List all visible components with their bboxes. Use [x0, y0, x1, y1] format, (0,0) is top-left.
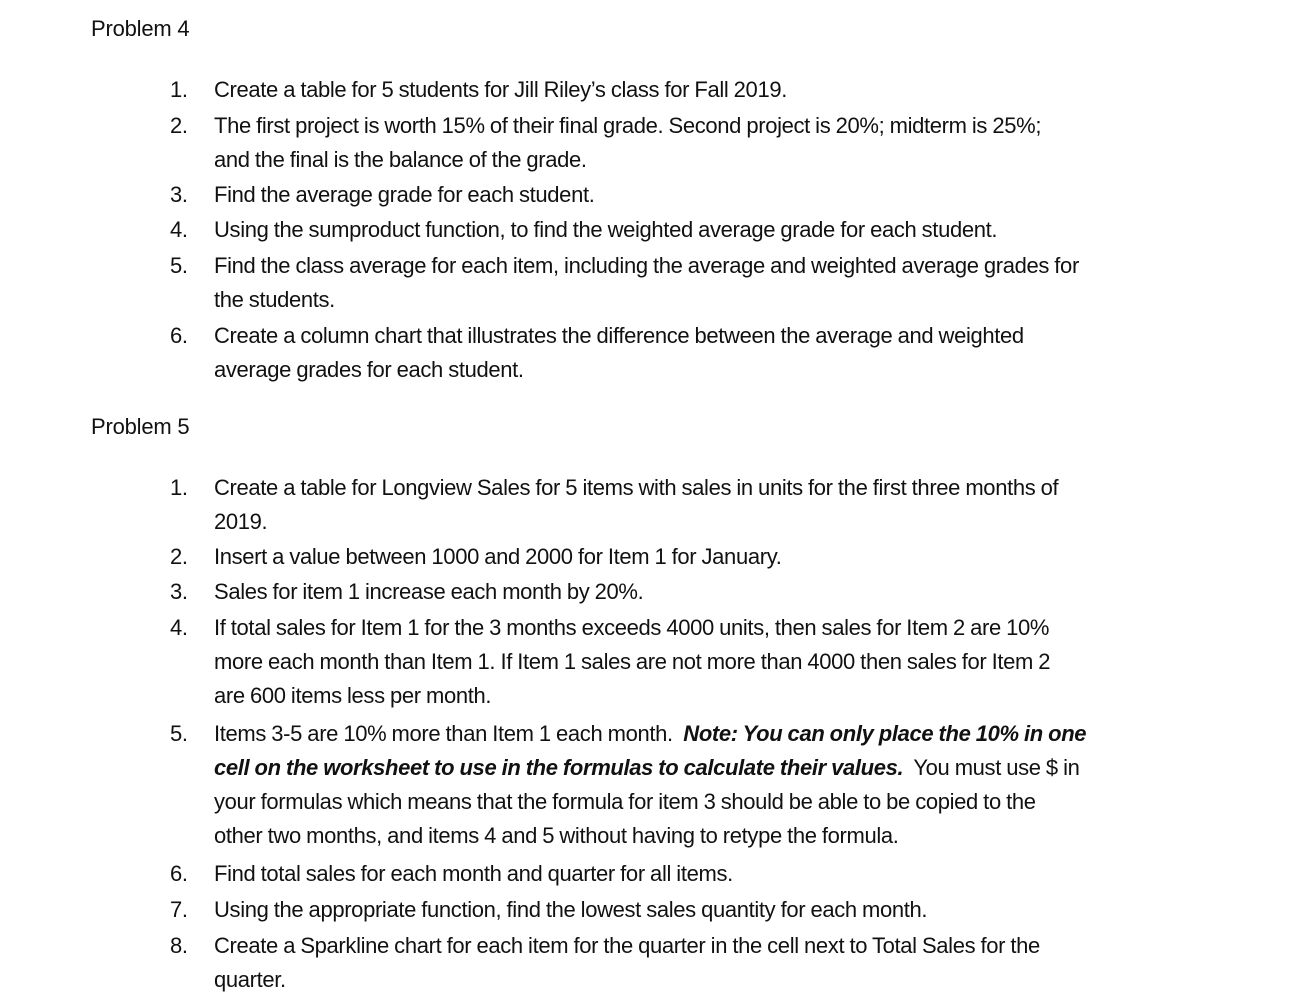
list-item-line: average grades for each student.	[214, 357, 524, 382]
list-item-line: 2019.	[214, 509, 268, 534]
note-text: cell on the worksheet to use in the formulas to calculate their values.	[214, 755, 904, 780]
list-number: 4.	[170, 217, 188, 242]
list-item-line: The first project is worth 15% of their final grade. Second project is 20%; midterm is 25%;	[214, 113, 1042, 138]
list-number: 2.	[170, 113, 188, 138]
problem-4-heading: Problem 4	[91, 16, 190, 41]
list-item-line: Create a Sparkline chart for each item for the quarter in the cell next to Total Sales for the	[214, 933, 1040, 958]
list-number: 3.	[170, 579, 188, 604]
list-item-text: Create a table for 5 students for Jill Riley’s class for Fall 2019.	[214, 77, 787, 102]
list-item-text	[214, 109, 1174, 177]
list-number: 8.	[170, 933, 188, 958]
list-number: 5.	[170, 721, 188, 746]
list-item-text	[214, 319, 1174, 387]
list-item-line: quarter.	[214, 967, 286, 992]
list-item-line: Create a table for Longview Sales for 5 items with sales in units for the first three months of	[214, 475, 1059, 500]
list-item-line: Find the class average for each item, including the average and weighted average grades for	[214, 253, 1079, 278]
list-number: 1.	[170, 77, 188, 102]
problem-5-heading: Problem 5	[91, 414, 190, 439]
list-item-text	[214, 249, 1174, 317]
list-item-text	[214, 929, 1174, 997]
list-number: 6.	[170, 323, 188, 348]
list-item-text: Insert a value between 1000 and 2000 for Item 1 for January.	[214, 544, 782, 569]
list-number: 4.	[170, 615, 188, 640]
list-item-text	[214, 611, 1174, 713]
list-item-line: If total sales for Item 1 for the 3 months exceeds 4000 units, then sales for Item 2 are 10%	[214, 615, 1050, 640]
item-text-plain: Items 3-5 are 10% more than Item 1 each month.	[214, 721, 684, 746]
list-item-line: other two months, and items 4 and 5 without having to retype the formula.	[214, 823, 899, 848]
list-item-text: Using the appropriate function, find the lowest sales quantity for each month.	[214, 897, 928, 922]
list-item-text: Find total sales for each month and quarter for all items.	[214, 861, 733, 886]
list-item-line: and the final is the balance of the grade.	[214, 147, 587, 172]
list-item-line	[214, 717, 1174, 751]
list-item-text	[214, 717, 1174, 853]
list-item-line	[214, 751, 1174, 785]
list-item-line: are 600 items less per month.	[214, 683, 492, 708]
list-number: 2.	[170, 544, 188, 569]
list-item-text	[214, 471, 1174, 539]
list-item-line: the students.	[214, 287, 335, 312]
note-text: Note: You can only place the 10% in one	[683, 721, 1087, 746]
item-text-plain: You must use $ in	[903, 755, 1080, 780]
list-item-text: Sales for item 1 increase each month by 20%.	[214, 579, 644, 604]
list-item-text: Find the average grade for each student.	[214, 182, 595, 207]
list-item-line: more each month than Item 1. If Item 1 sales are not more than 4000 then sales for Item 2	[214, 649, 1051, 674]
list-item-text: Using the sumproduct function, to find the weighted average grade for each student.	[214, 217, 998, 242]
list-number: 1.	[170, 475, 188, 500]
list-item-line: Create a column chart that illustrates the difference between the average and weighted	[214, 323, 1024, 348]
list-number: 7.	[170, 897, 188, 922]
list-number: 3.	[170, 182, 188, 207]
list-number: 5.	[170, 253, 188, 278]
list-number: 6.	[170, 861, 188, 886]
list-item-line: your formulas which means that the formula for item 3 should be able to be copied to the	[214, 789, 1036, 814]
